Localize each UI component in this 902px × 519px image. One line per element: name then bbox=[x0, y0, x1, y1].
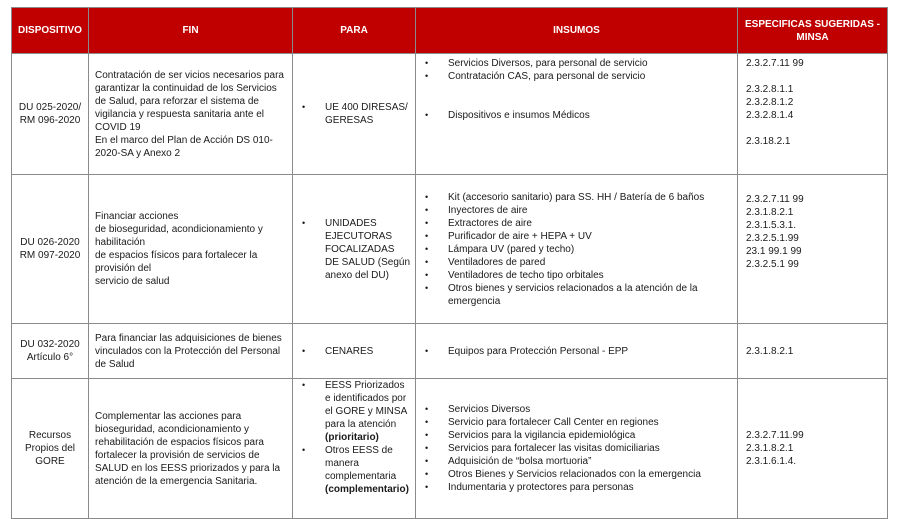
table-row bbox=[12, 324, 888, 379]
insumo-item: • Servicios para la vigilancia epidemiológica bbox=[422, 429, 733, 442]
especifica-code: 2.3.1.8.2.1 bbox=[746, 345, 794, 357]
especifica-code: 2.3.1.8.2.1 bbox=[746, 207, 794, 218]
para-item-tag: (prioritario) bbox=[325, 432, 379, 443]
dispositivo-line: RM 096-2020 bbox=[19, 115, 81, 126]
fin-text: de bioseguridad, acondicionamiento y bbox=[95, 224, 263, 235]
especificas-cell bbox=[738, 379, 888, 519]
dispositivo-line: DU 032-2020 bbox=[20, 339, 80, 350]
especifica-code: 2.3.1.8.2.1 bbox=[746, 443, 794, 454]
table-row bbox=[12, 379, 888, 519]
insumo-item: • Equipos para Protección Personal - EPP bbox=[422, 345, 733, 358]
fin-cell bbox=[89, 175, 293, 324]
insumo-item: • Servicios para fortalecer las visitas domiciliarias bbox=[422, 442, 733, 455]
fin-cell bbox=[89, 379, 293, 519]
especificas-cell bbox=[738, 324, 888, 379]
especifica-code: 2.3.1.5.3.1. bbox=[746, 220, 797, 231]
dispositivo-line: Recursos Propios del GORE bbox=[24, 430, 76, 467]
insumos-cell bbox=[416, 324, 738, 379]
especifica-code: 2.3.2.7.11 99 bbox=[746, 194, 804, 205]
dispositivo-line: DU 026-2020 bbox=[20, 237, 80, 248]
insumos-cell bbox=[416, 379, 738, 519]
fin-text: Para financiar las adquisiciones de bienes vinculados con la Protección del Personal de Salud bbox=[95, 332, 282, 370]
fin-text: habilitación bbox=[95, 237, 146, 248]
para-item bbox=[299, 444, 411, 496]
budget-table bbox=[11, 7, 888, 519]
fin-text: Complementar las acciones para bioseguridad, acondicionamiento y rehabilitación de espacios físicos para fortalecer la provisión de servicios de SALUD en los EESS priorizados y para la atención de la emergencia Sanitaria. bbox=[95, 410, 281, 487]
dispositivo-cell bbox=[12, 175, 89, 324]
especifica-code: 2.3.2.8.1.2 bbox=[746, 97, 794, 108]
insumo-item: • Purificador de aire + HEPA + UV bbox=[422, 230, 733, 243]
especifica-code: 2.3.18.2.1 bbox=[746, 136, 791, 147]
para-item-tag: (complementario) bbox=[325, 484, 409, 495]
insumo-item: • Dispositivos e insumos Médicos bbox=[422, 109, 733, 122]
spacer bbox=[746, 70, 879, 83]
header-row bbox=[12, 8, 888, 54]
insumo-item: • Servicios Diversos, para personal de servicio bbox=[422, 57, 733, 70]
para-item: • UNIDADES EJECUTORAS FOCALIZADAS DE SALUD (Según anexo del DU) bbox=[299, 217, 411, 282]
spacer bbox=[746, 122, 879, 135]
especifica-code: 2.3.2.7.11 99 bbox=[746, 58, 804, 69]
dispositivo-cell bbox=[12, 324, 89, 379]
especifica-code: 2.3.1.6.1.4. bbox=[746, 456, 797, 467]
para-cell bbox=[293, 379, 416, 519]
dispositivo-cell bbox=[12, 379, 89, 519]
fin-text: En el marco del Plan de Acción DS 010-2020-SA y Anexo 2 bbox=[95, 134, 273, 159]
para-cell bbox=[293, 54, 416, 175]
insumo-item: • Otros bienes y servicios relacionados a la atención de la emergencia bbox=[422, 282, 733, 308]
insumo-item: • Lámpara UV (pared y techo) bbox=[422, 243, 733, 256]
insumo-item: • Adquisición de “bolsa mortuoria” bbox=[422, 455, 733, 468]
dispositivo-line: Artículo 6° bbox=[26, 352, 74, 363]
insumos-cell bbox=[416, 175, 738, 324]
para-item-text: EESS Priorizados e identificados por el GORE y MINSA para la atención bbox=[325, 380, 407, 430]
especifica-code: 23.1 99.1 99 bbox=[746, 246, 802, 257]
fin-cell bbox=[89, 324, 293, 379]
header-insumos: INSUMOS bbox=[416, 8, 738, 54]
insumo-item: • Indumentaria y protectores para personas bbox=[422, 481, 733, 494]
para-item: • UE 400 DIRESAS/ GERESAS bbox=[299, 101, 411, 127]
fin-text: Financiar acciones bbox=[95, 211, 179, 222]
fin-text: provisión del bbox=[95, 263, 152, 274]
insumo-item: • Otros Bienes y Servicios relacionados con la emergencia bbox=[422, 468, 733, 481]
table-row bbox=[12, 175, 888, 324]
para-item bbox=[299, 379, 411, 444]
fin-text: Contratación de ser vicios necesarios para garantizar la continuidad de los Servicios de Salud, para reforzar el sistema de vigilancia y respuesta sanitaria ante el COVID 19 bbox=[95, 69, 284, 133]
insumo-item: • Inyectores de aire bbox=[422, 204, 733, 217]
dispositivo-line: DU 025-2020/ bbox=[18, 102, 82, 113]
insumo-item: • Extractores de aire bbox=[422, 217, 733, 230]
especificas-cell bbox=[738, 54, 888, 175]
para-item-text: Otros EESS de manera complementaria bbox=[325, 445, 397, 482]
insumo-item: • Contratación CAS, para personal de servicio bbox=[422, 70, 733, 83]
para-item: • CENARES bbox=[299, 345, 411, 358]
header-fin: FIN bbox=[89, 8, 293, 54]
insumo-item: • Servicios Diversos bbox=[422, 403, 733, 416]
fin-text: de espacios físicos para fortalecer la bbox=[95, 250, 258, 261]
fin-cell bbox=[89, 54, 293, 175]
especifica-code: 2.3.2.7.11.99 bbox=[746, 430, 804, 441]
table-row bbox=[12, 54, 888, 175]
para-cell bbox=[293, 175, 416, 324]
dispositivo-line: RM 097-2020 bbox=[19, 250, 81, 261]
insumo-item: • Servicio para fortalecer Call Center en regiones bbox=[422, 416, 733, 429]
especificas-cell bbox=[738, 175, 888, 324]
para-cell bbox=[293, 324, 416, 379]
especifica-code: 2.3.2.5.1 99 bbox=[746, 259, 799, 270]
header-dispositivo: DISPOSITIVO bbox=[12, 8, 89, 54]
header-especificas: ESPECIFICAS SUGERIDAS - MINSA bbox=[738, 8, 888, 54]
fin-text: servicio de salud bbox=[95, 276, 170, 287]
dispositivo-cell bbox=[12, 54, 89, 175]
insumo-item: • Ventiladores de pared bbox=[422, 256, 733, 269]
especifica-code: 2.3.2.8.1.4 bbox=[746, 110, 794, 121]
especifica-code: 2.3.2.5.1.99 bbox=[746, 233, 799, 244]
insumos-cell bbox=[416, 54, 738, 175]
header-para: PARA bbox=[293, 8, 416, 54]
especifica-code: 2.3.2.8.1.1 bbox=[746, 84, 794, 95]
insumo-item: • Kit (accesorio sanitario) para SS. HH / Batería de 6 baños bbox=[422, 191, 733, 204]
insumo-item: • Ventiladores de techo tipo orbitales bbox=[422, 269, 733, 282]
